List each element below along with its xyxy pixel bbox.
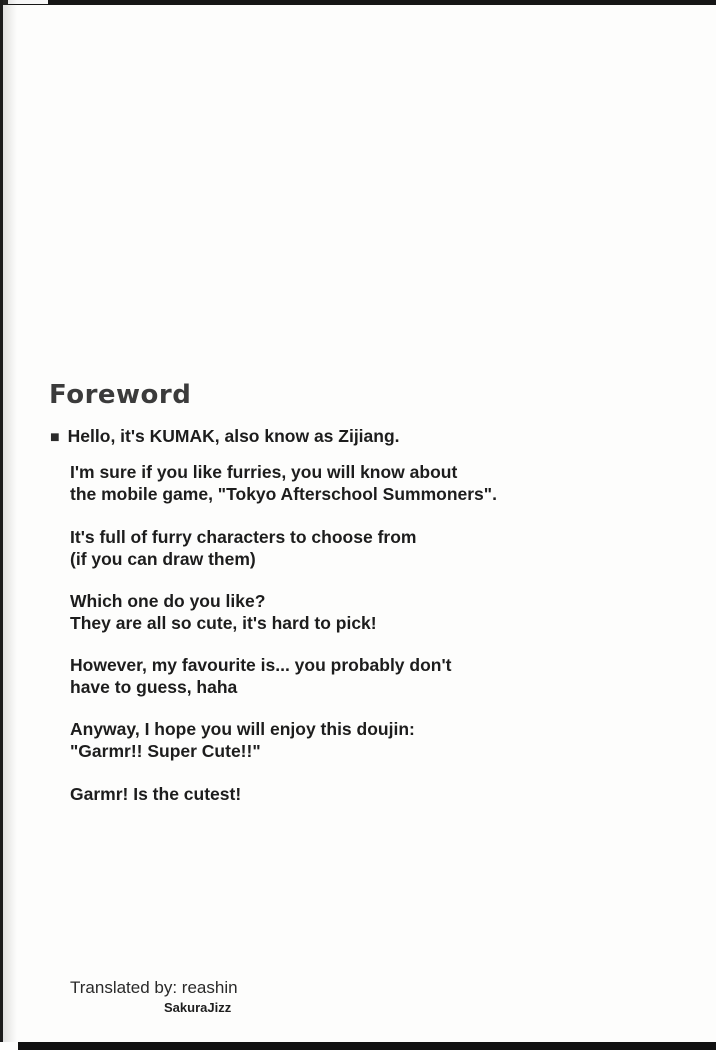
scan-border-top [0,0,716,5]
paragraph [70,526,416,570]
paragraph-line: (if you can draw them) [70,549,256,569]
paragraph-line: Garmr! Is the cutest! [70,784,242,804]
paragraph-line: the mobile game, "Tokyo Afterschool Summoners". [70,484,497,504]
intro-line [50,426,400,447]
paragraph-line: "Garmr!! Super Cute!!" [70,741,261,761]
translator-credit: Translated by: reashin [70,978,238,997]
paragraph [70,783,241,805]
paragraph-line: I'm sure if you like furries, you will know about [70,462,458,482]
paragraph [70,718,415,762]
square-bullet-icon: ■ [50,428,60,446]
group-credit: SakuraJizz [164,1000,232,1015]
foreword-heading: Foreword [49,380,192,410]
paragraph-line: Which one do you like? [70,591,266,611]
paragraph [70,590,377,634]
paragraph-line: However, my favourite is... you probably don't [70,655,452,675]
paragraph-line: They are all so cute, it's hard to pick! [70,613,377,633]
scan-border-bottom [18,1042,716,1050]
paragraph-line: have to guess, haha [70,677,238,697]
scan-shadow-left [3,0,17,1042]
paragraph [70,654,451,698]
intro-text: Hello, it's KUMAK, also know as Zijiang. [67,426,400,446]
paragraph-line: Anyway, I hope you will enjoy this doujin: [70,719,415,739]
paragraph-line: It's full of furry characters to choose from [70,527,417,547]
paragraph [70,461,497,505]
